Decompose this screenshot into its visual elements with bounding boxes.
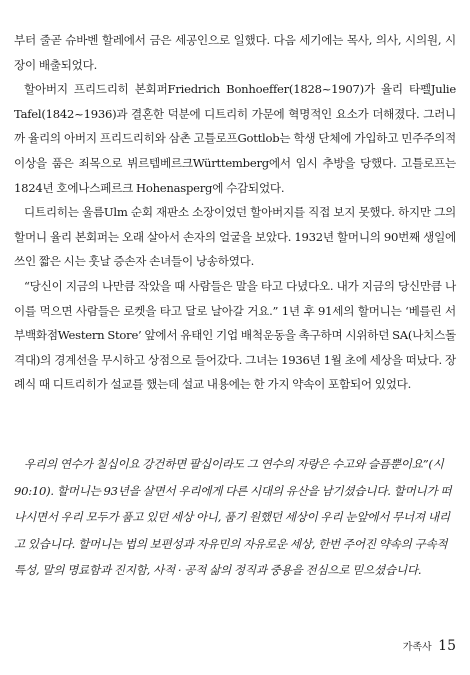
- main-text: [14, 28, 456, 397]
- page-number: 15: [438, 638, 456, 654]
- paragraph-1: 부터 줄곧 슈바벤 할레에서 금은 세공인으로 일했다. 다음 세기에는 목사, 의사, 시의원, 시장이 배출되었다.: [14, 33, 456, 72]
- chapter-title: 가족사: [402, 642, 432, 653]
- sermon-quote: 우리의 연수가 칠십이요 강건하면 팔십이라도 그 연수의 자랑은 수고와 슬픔뿐이요”(시 90:10). 할머니는 93년을 살면서 우리에게 다른 시대의 유산을 남기셨습니다. 할머니가 떠나시면서 우리 모두가 품고 있던 세상 아니, 품기 원했던 세상이 우리 눈앞에서 무너져 내리고 있습니다. 할머니는 법의 보편성과 자유민의 자유로운 세상, 한번 주어진 약속의 구속적 특성, 말의 명료함과 진지함, 사적 · 공적 삶의 정직과 중용을 전심으로 믿으셨습니다.: [14, 457, 452, 577]
- sermon-quote-block: [14, 451, 456, 584]
- paragraph-3: 디트리히는 울름Ulm 순회 재판소 소장이었던 할아버지를 직접 보지 못했다. 하지만 그의 할머니 율리 본회퍼는 오래 살아서 손자의 얼굴을 보았다. 1932년 할머니의 90번째 생일에 쓰인 짧은 시는 훗날 증손자 손녀들이 낭송하였다.: [14, 205, 456, 269]
- paragraph-4: “당신이 지금의 나만큼 작았을 때 사람들은 말을 타고 다녔다오. 내가 지금의 당신만큼 나이를 먹으면 사람들은 로켓을 타고 달로 날아갈 거요.” 1년 후 91세의 할머니는 ‘베를린 서부백화점Western Store’ 앞에서 유태인 기업 배척운동을 촉구하며 시위하던 SA(나치스돌격대)의 경계선을 무시하고 상점으로 들어갔다. 그녀는 1936년 1월 초에 세상을 떠났다. 장례식 때 디트리히가 설교를 했는데 설교 내용에는 한 가지 약속이 포함되어 있었다.: [14, 278, 456, 392]
- paragraph-2: 할아버지 프리드리히 본회퍼Friedrich Bonhoeffer(1828~1907)가 율리 타펠Julie Tafel(1842~1936)과 결혼한 덕분에 디트리히 가문에 혁명적인 요소가 더해졌다. 그러니까 율리의 아버지 프리드리히와 삼촌 고틀로프Gottlob는 학생 단체에 가입하고 민주주의적 이상을 품은 죄목으로 뷔르템베르크Württemberg에서 임시 추방을 당했다. 고틀로프는 1824년 호에나스페르크 Hohenasperg에 수감되었다.: [14, 82, 456, 195]
- book-page: [14, 0, 456, 675]
- page-footer: [403, 638, 456, 654]
